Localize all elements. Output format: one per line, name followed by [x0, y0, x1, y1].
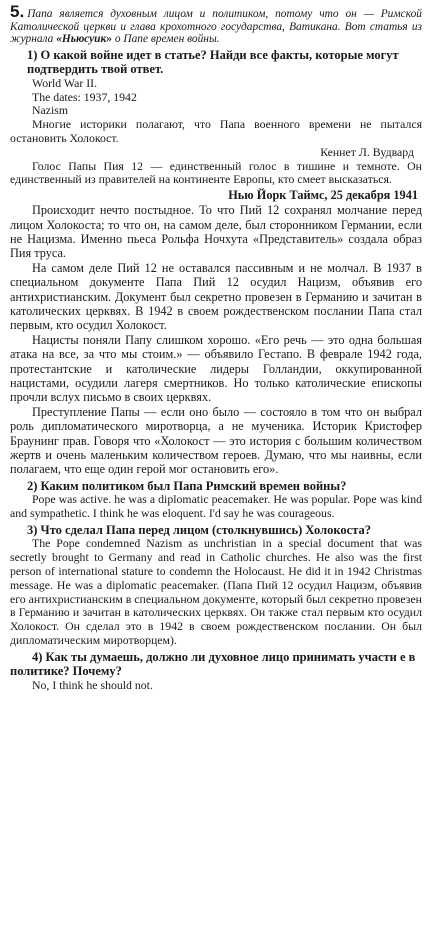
article-paragraph-3: Нацисты поняли Папу слишком хорошо. «Его речь — это одна большая атака на все, за что мы стоим.» — объявило Гестапо. В феврале 1942 года, протестантские и католические лидеры Голландии, оккупированной нацистами, осудили лагеря смертников. Но только католические епископы прочли вслух письмо в своих церквях.: [10, 332, 422, 405]
answer-1-line-3: Nazism: [32, 103, 69, 118]
answer-3: The Pope condemned Nazism as unchristian in a special document that was secretly brought to Germany and read in Catholic churches. He also was the first person of international stature to condemn the Holocaust. He did it in 1942 Christmas message. He was a diplomatic peacemaker. (Папа Пий 12 осудил Нацизм, объявив его антихристианским в специальном документе, который был секретно провезен в Германию и зачитан в католических церквях. Он также стал первым кто осудил Холокост. Он сделал это в 1942 в своем рождественском послании. Он был дипломатическим миротворцем).: [10, 536, 422, 648]
question-2: 2) Каким политиком был Папа Римский времен войны?: [27, 478, 347, 493]
answer-1-line-1: World War II.: [32, 75, 98, 90]
task-text-after: о Папе времен войны.: [111, 33, 220, 46]
article-paragraph-4: Преступление Папы — если оно было — состояло в том что он выбрал роль дипломатического миротворца, а не мученика. Историк Кристофер Браунинг прав. Говоря что «Холокост — это история с большим количеством жертв и очень маленьким количеством героев. Думаю, что мы наивны, если полагаем, что еще один герой мог остановить его».: [10, 404, 422, 477]
answer-4: No, I think he should not.: [32, 677, 153, 692]
question-1: 1) О какой войне идет в статье? Найди все факты, которые могут подтвердить твой ответ.: [27, 47, 399, 77]
question-3: 3) Что сделал Папа перед лицом (столкнувшись) Холокоста?: [27, 522, 371, 537]
question-4: 4) Как ты думаешь, должно ли духовное лицо принимать участи е в политике? Почему?: [10, 649, 416, 679]
task-number: 5.: [10, 2, 25, 21]
quote-nyt: Голос Папы Пия 12 — единственный голос в тишине и темноте. Он единственный из правителей на континенте Европы, кто смеет высказаться.: [10, 158, 422, 187]
article-paragraph-1: Происходит нечто постыдное. То что Пий 12 сохранял молчание перед лицом Холокоста; то что он, на самом деле, был сторонником Германии, если не Нацизма. Именно пьеса Рольфа Ночхута «Представитель» создала образ Пия труса.: [10, 203, 422, 261]
quote-author: Кеннет Л. Вудвард: [320, 144, 414, 159]
task-text-before: Папа является духовным лицом и политиком, потому что он — Римской Католической церкви и глава крохотного государства, Ватикана. Вот статья из журнала: [10, 8, 422, 46]
article-paragraph-2: На самом деле Пий 12 не оставался пассивным и не молчал. В 1937 в специальном документе Папа Пий 12 осудил Нацизм, объявив его антихристианским. Документ был секретно провезен в Германию и зачитан в католических церквях. В 1942 в своем рождественском послании Папа стал первым, кто осудил Холокост.: [10, 260, 422, 333]
quote-historians: Многие историки полагают, что Папа военного времени не пытался остановить Холокост.: [10, 117, 422, 145]
task-intro: [10, 2, 422, 46]
task-journal-name: «Ньюсуик»: [56, 33, 112, 46]
answer-2: Pope was active. he was a diplomatic peacemaker. He was popular. Pope was kind and sympathetic. I think he was eloquent. I'd say he was courageous.: [10, 492, 422, 521]
answer-1-line-2: The dates: 1937, 1942: [32, 89, 137, 104]
quote-source: Нью Йорк Таймс, 25 декабря 1941: [228, 188, 418, 203]
